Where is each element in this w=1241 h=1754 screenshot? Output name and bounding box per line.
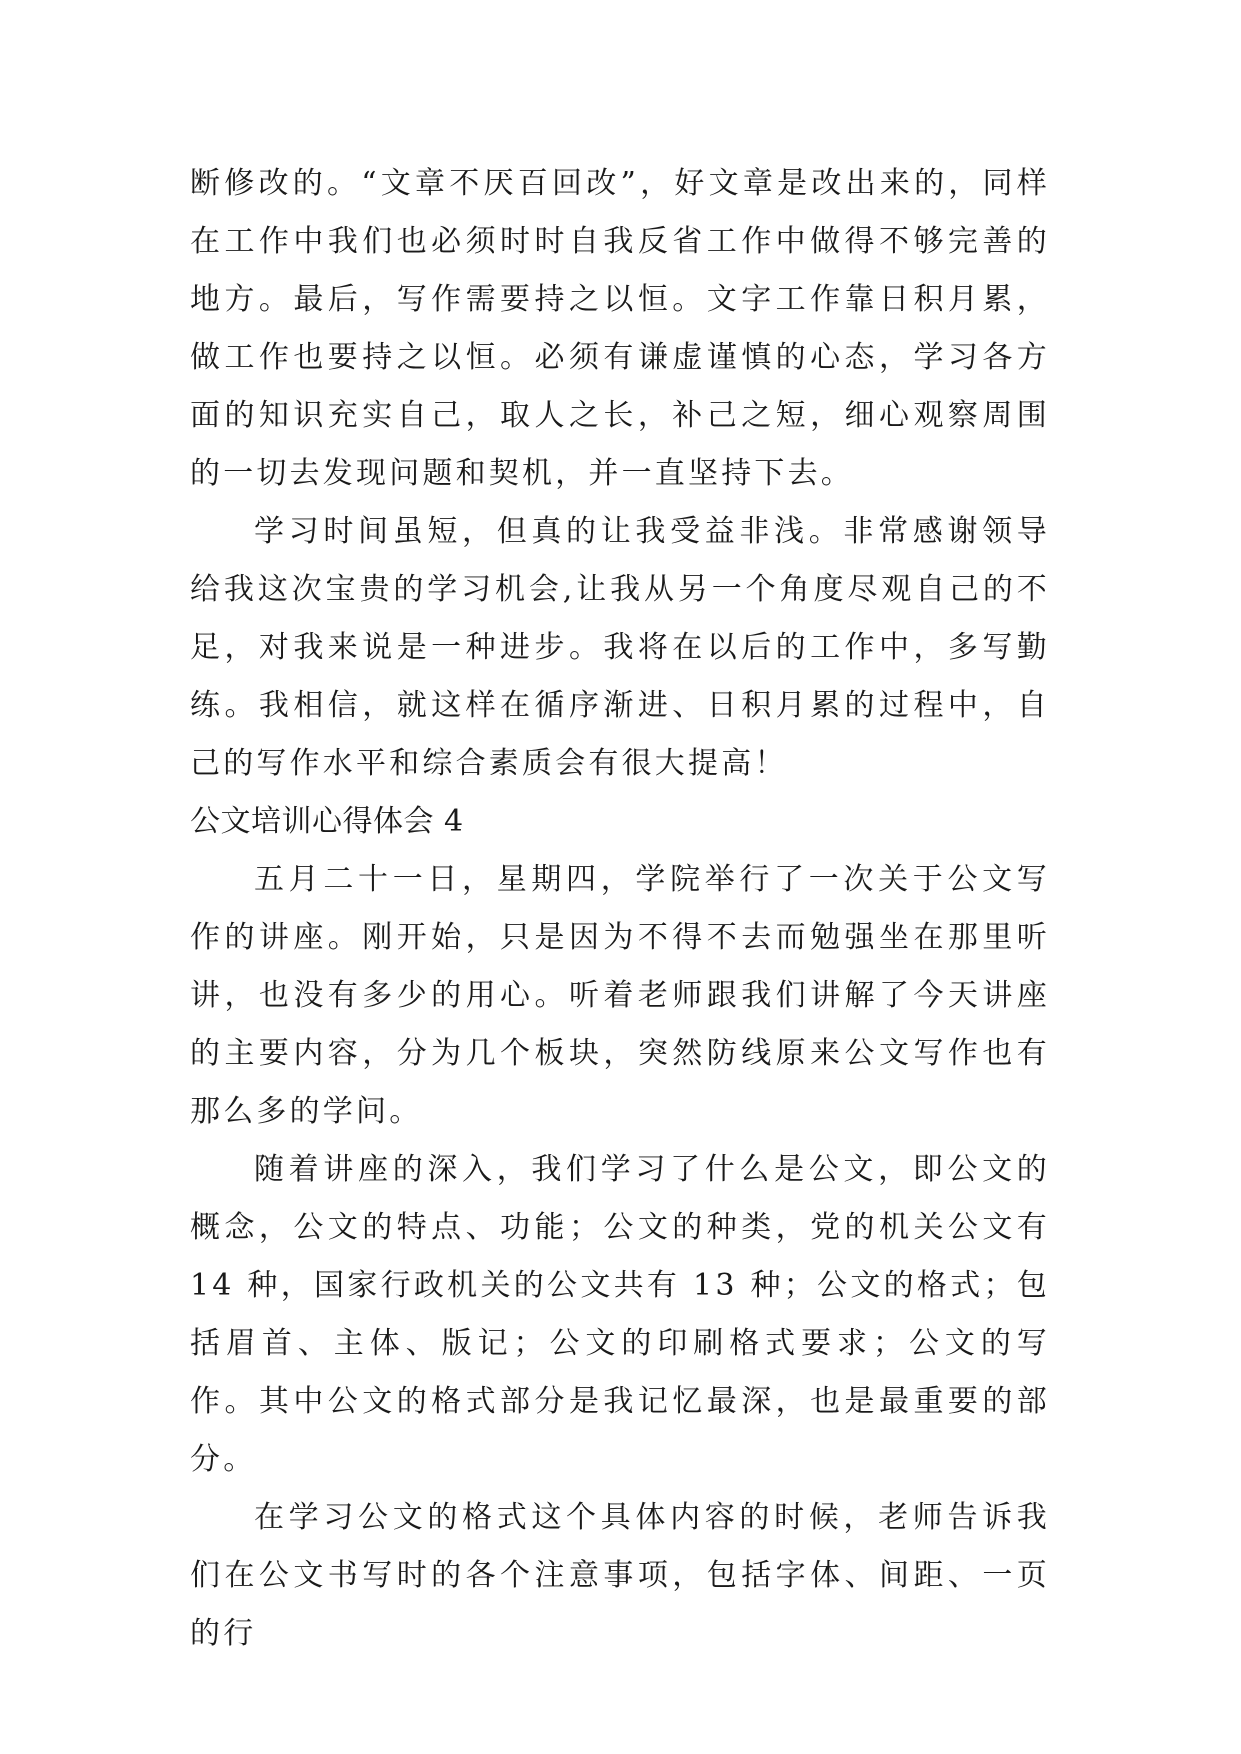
paragraph-5: 在学习公文的格式这个具体内容的时候，老师告诉我们在公文书写时的各个注意事项，包括字体、间距、一页的行 <box>190 1500 1050 1651</box>
paragraph-2: 学习时间虽短，但真的让我受益非浅。非常感谢领导给我这次宝贵的学习机会,让我从另一个角度尽观自己的不足，对我来说是一种进步。我将在以后的工作中，多写勤练。我相信，就这样在循序渐进、日积月累的过程中，自己的写作水平和综合素质会有很大提高！ <box>190 514 1050 781</box>
paragraph-3: 五月二十一日，星期四，学院举行了一次关于公文写作的讲座。刚开始，只是因为不得不去而勉强坐在那里听讲，也没有多少的用心。听着老师跟我们讲解了今天讲座的主要内容，分为几个板块，突然防线原来公文写作也有那么多的学问。 <box>190 862 1050 1129</box>
document-body <box>190 155 1050 1663</box>
paragraph-1: 断修改的。“文章不厌百回改”，好文章是改出来的，同样在工作中我们也必须时时自我反省工作中做得不够完善的地方。最后，写作需要持之以恒。文字工作靠日积月累，做工作也要持之以恒。必须有谦虚谨慎的心态，学习各方面的知识充实自己，取人之长，补己之短，细心观察周围的一切去发现问题和契机，并一直坚持下去。 <box>190 166 1050 491</box>
section-heading: 公文培训心得体会 4 <box>190 804 464 839</box>
paragraph-4: 随着讲座的深入，我们学习了什么是公文，即公文的概念，公文的特点、功能；公文的种类，党的机关公文有 14 种，国家行政机关的公文共有 13 种；公文的格式；包括眉首、主体、版记；公文的印刷格式要求；公文的写作。其中公文的格式部分是我记忆最深，也是最重要的部分。 <box>190 1152 1050 1477</box>
